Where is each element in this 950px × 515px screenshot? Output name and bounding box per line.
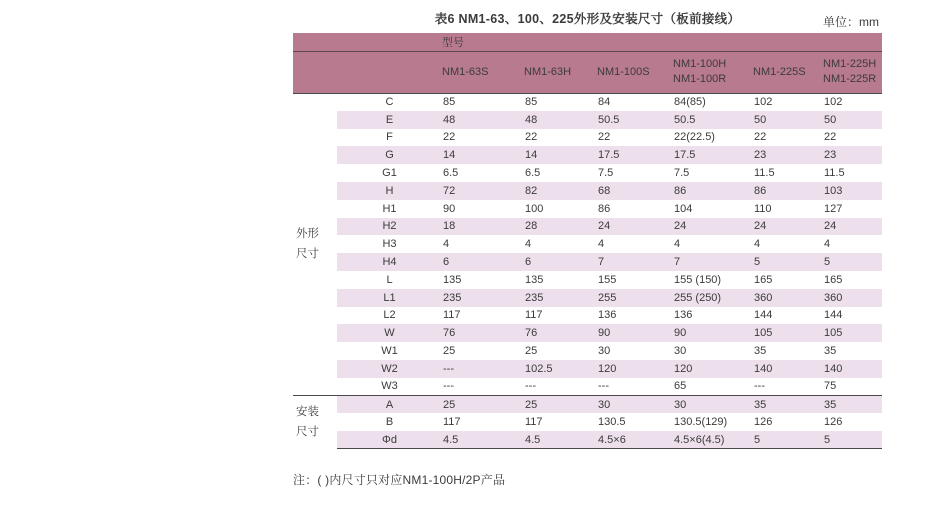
header-spacer [293, 33, 442, 51]
value-cell: 24 [673, 218, 753, 236]
value-cell: 65 [674, 380, 687, 393]
value-cell: 84 [598, 96, 611, 109]
value-cell: 30 [673, 396, 753, 414]
value-cell: --- [525, 380, 536, 393]
value-cell: --- [442, 360, 524, 378]
value-cell: 35 [753, 396, 823, 414]
value-cell: 103 [823, 182, 882, 200]
value-cell: 50 [753, 111, 823, 129]
value-cell: 25 [442, 396, 524, 414]
row-label: W [337, 324, 442, 342]
value-cell: 22 [598, 131, 611, 144]
row-label: G [337, 146, 442, 164]
value-cell: 5 [753, 253, 823, 271]
value-cell: 28 [524, 218, 597, 236]
value-cell: 22(22.5) [674, 131, 715, 144]
value-cell: 7.5 [674, 167, 690, 180]
value-cell: 102 [824, 96, 843, 109]
value-cell: 235 [524, 289, 597, 307]
value-cell: 5 [823, 431, 882, 449]
value-cell: 86 [673, 182, 753, 200]
value-cell: 110 [754, 202, 772, 215]
value-cell: 235 [442, 289, 524, 307]
footnote: 注：( )内尺寸只对应NM1-100H/2P产品 [293, 473, 506, 487]
table-row [293, 378, 882, 396]
value-cell: 11.5 [754, 167, 775, 180]
table-row [293, 164, 882, 182]
value-cell: 7.5 [598, 167, 614, 180]
row-label: H [337, 182, 442, 200]
value-cell: 126 [824, 416, 843, 429]
value-cell: 4 [443, 238, 450, 251]
table-row [293, 129, 882, 147]
value-cell: 22 [754, 131, 767, 144]
value-cell: 7 [597, 253, 673, 271]
value-cell: 17.5 [597, 146, 673, 164]
value-cell: 4.5 [524, 431, 597, 449]
group-label: 外形 尺寸 [293, 93, 337, 396]
row-label: H2 [337, 218, 442, 236]
value-cell: 25 [524, 396, 597, 414]
value-cell: 4.5×6 [597, 431, 673, 449]
value-cell: 23 [823, 146, 882, 164]
row-label: W1 [381, 345, 398, 358]
value-cell: 144 [754, 309, 773, 322]
row-label: H3 [382, 238, 397, 251]
value-cell: 140 [753, 360, 823, 378]
value-cell: 5 [823, 253, 882, 271]
row-label: W2 [337, 360, 442, 378]
value-cell: 4 [674, 238, 681, 251]
value-cell: 14 [524, 146, 597, 164]
value-cell: 82 [524, 182, 597, 200]
value-cell: 5 [753, 431, 823, 449]
value-cell: 50.5 [673, 111, 753, 129]
value-cell: 4.5 [442, 431, 524, 449]
column-header: NM1-225S [753, 51, 823, 93]
value-cell: 104 [674, 202, 693, 215]
dimension-table [293, 33, 882, 449]
table-row [293, 396, 882, 414]
table-row [293, 289, 882, 307]
value-cell: 22 [824, 131, 837, 144]
value-cell: 144 [824, 309, 843, 322]
table-row [293, 271, 882, 289]
table-row [293, 413, 882, 431]
value-cell: 85 [443, 96, 456, 109]
model-header-row [293, 33, 882, 51]
table-row [293, 324, 882, 342]
value-cell: 135 [443, 273, 462, 286]
value-cell: 35 [823, 396, 882, 414]
value-cell: 48 [442, 111, 524, 129]
group-label: 安装 尺寸 [293, 396, 337, 449]
table-row [293, 342, 882, 360]
column-header: NM1-63H [524, 51, 597, 93]
row-label: L2 [383, 309, 396, 322]
value-cell: 14 [442, 146, 524, 164]
model-header-label: 型号 [442, 33, 882, 51]
value-cell: 100 [525, 202, 544, 215]
value-cell: 23 [753, 146, 823, 164]
table-row [293, 111, 882, 129]
value-cell: 22 [525, 131, 538, 144]
value-cell: 117 [443, 416, 461, 429]
table-row [293, 218, 882, 236]
value-cell: 50 [823, 111, 882, 129]
value-cell: 35 [824, 345, 837, 358]
table-row [293, 360, 882, 378]
table-row [293, 431, 882, 449]
value-cell: 360 [753, 289, 823, 307]
value-cell: 255 (250) [673, 289, 753, 307]
value-cell: 84(85) [674, 96, 706, 109]
row-label: A [337, 396, 442, 414]
table-row [293, 307, 882, 325]
value-cell: 6.5 [525, 167, 541, 180]
row-label: C [385, 96, 394, 109]
value-cell: 130.5(129) [674, 416, 728, 429]
value-cell: --- [754, 380, 765, 393]
value-cell: 11.5 [824, 167, 845, 180]
value-cell: 6 [524, 253, 597, 271]
value-cell: 155 (150) [674, 273, 722, 286]
value-cell: 76 [524, 324, 597, 342]
row-label: F [386, 131, 393, 144]
value-cell: 4 [598, 238, 605, 251]
row-label: L1 [337, 289, 442, 307]
value-cell: 130.5 [598, 416, 626, 429]
value-cell: 6 [442, 253, 524, 271]
value-cell: 18 [442, 218, 524, 236]
value-cell: 24 [823, 218, 882, 236]
value-cell: 30 [597, 396, 673, 414]
value-cell: 117 [525, 309, 543, 322]
table-row [293, 253, 882, 271]
column-header: NM1-225H NM1-225R [823, 51, 882, 93]
header-spacer [293, 51, 442, 93]
value-cell: 24 [597, 218, 673, 236]
value-cell: 165 [824, 273, 843, 286]
value-cell: 25 [525, 345, 538, 358]
column-header: NM1-100S [597, 51, 673, 93]
value-cell: 4 [824, 238, 831, 251]
value-cell: 72 [442, 182, 524, 200]
value-cell: 135 [525, 273, 544, 286]
row-label: B [385, 416, 394, 429]
value-cell: 76 [442, 324, 524, 342]
value-cell: 120 [673, 360, 753, 378]
value-cell: 102 [754, 96, 773, 109]
row-label: H1 [382, 202, 397, 215]
row-label: G1 [382, 167, 397, 180]
value-cell: 75 [824, 380, 837, 393]
value-cell: 90 [597, 324, 673, 342]
value-cell: 22 [443, 131, 456, 144]
value-cell: 86 [753, 182, 823, 200]
value-cell: 4.5×6(4.5) [673, 431, 753, 449]
value-cell: 17.5 [673, 146, 753, 164]
column-header: NM1-63S [442, 51, 524, 93]
value-cell: 90 [443, 202, 456, 215]
value-cell: 117 [525, 416, 543, 429]
value-cell: 136 [598, 309, 617, 322]
value-cell: 24 [753, 218, 823, 236]
column-header-row [293, 51, 882, 93]
value-cell: 30 [674, 345, 687, 358]
row-label: H4 [337, 253, 442, 271]
table-title: 表6 NM1-63、100、225外形及安装尺寸（板前接线） [434, 12, 741, 26]
value-cell: 165 [754, 273, 773, 286]
value-cell: 4 [754, 238, 761, 251]
value-cell: 48 [524, 111, 597, 129]
value-cell: 7 [673, 253, 753, 271]
value-cell: 6.5 [443, 167, 459, 180]
row-label: W3 [381, 380, 398, 393]
value-cell: 85 [525, 96, 538, 109]
value-cell: 90 [673, 324, 753, 342]
value-cell: 68 [597, 182, 673, 200]
table-row [293, 182, 882, 200]
value-cell: 120 [597, 360, 673, 378]
value-cell: 50.5 [597, 111, 673, 129]
value-cell: 102.5 [524, 360, 597, 378]
value-cell: 127 [824, 202, 843, 215]
value-cell: 86 [598, 202, 611, 215]
value-cell: 105 [823, 324, 882, 342]
table-row [293, 93, 882, 111]
table-row [293, 146, 882, 164]
value-cell: 25 [443, 345, 456, 358]
value-cell: 136 [674, 309, 693, 322]
value-cell: --- [443, 380, 454, 393]
value-cell: 140 [823, 360, 882, 378]
row-label: E [337, 111, 442, 129]
value-cell: 117 [443, 309, 461, 322]
value-cell: 4 [525, 238, 532, 251]
value-cell: 126 [754, 416, 773, 429]
value-cell: 155 [598, 273, 617, 286]
value-cell: --- [598, 380, 609, 393]
column-header: NM1-100H NM1-100R [673, 51, 753, 93]
table-row [293, 235, 882, 253]
value-cell: 105 [753, 324, 823, 342]
value-cell: 360 [823, 289, 882, 307]
row-label: Φd [337, 431, 442, 449]
value-cell: 255 [597, 289, 673, 307]
value-cell: 30 [598, 345, 611, 358]
row-label: L [386, 273, 393, 286]
value-cell: 35 [754, 345, 767, 358]
unit-label: 单位：mm [823, 15, 879, 29]
table-row [293, 200, 882, 218]
